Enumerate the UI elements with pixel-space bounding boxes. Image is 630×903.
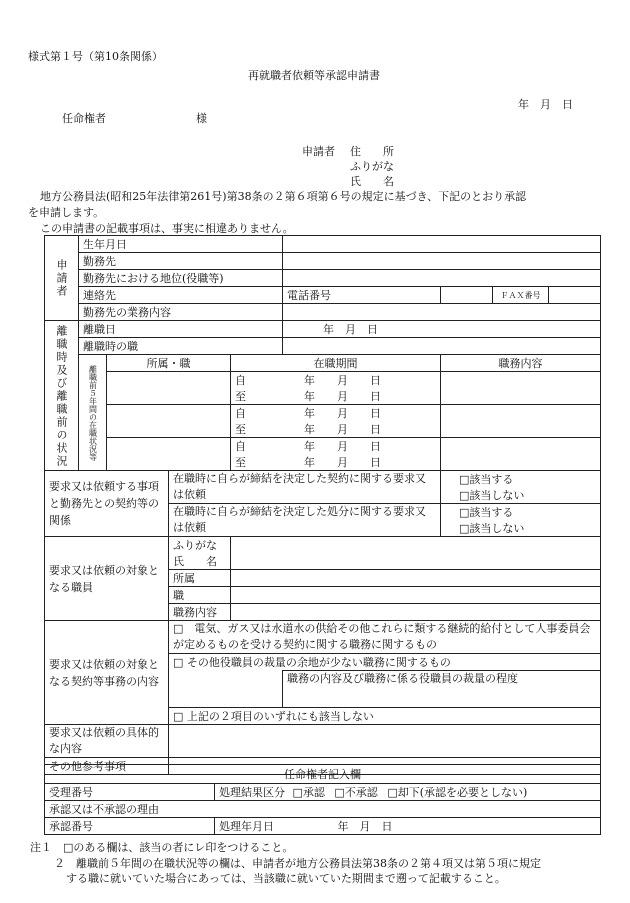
intro-line-2: を申請します。 <box>28 206 105 219</box>
position-label: 勤務先における地位(役職等) <box>79 270 283 287</box>
reason-label: 承認又は不承認の理由 <box>45 801 601 818</box>
document-title: 再就職者依頼等承認申請書 <box>248 69 380 82</box>
retire-position-label: 離職時の職 <box>79 338 283 355</box>
history-from-3[interactable] <box>231 438 441 455</box>
col-dept-header: 所属・職 <box>107 355 231 372</box>
history-to-1[interactable] <box>231 388 441 405</box>
applicant-label: 申請者 <box>302 145 335 158</box>
birthdate-field[interactable] <box>283 236 601 253</box>
ymd-text: 年 月 日 <box>304 439 381 453</box>
phone-label: 電話番号 <box>283 287 441 304</box>
history-dept-1[interactable] <box>107 372 231 405</box>
to-mark: 至 <box>235 389 246 403</box>
from-mark: 自 <box>235 406 246 420</box>
specific-content-field[interactable] <box>169 725 601 758</box>
affairs-option-low-discretion[interactable]: □ その他役職員の裁量の余地が少ない職務に関するもの <box>169 654 601 671</box>
contract-no-checkbox[interactable]: □該当しない <box>441 487 601 504</box>
retire-date-label: 離職日 <box>79 321 283 338</box>
addressee: 任命権者 <box>62 112 106 125</box>
from-mark: 自 <box>235 373 246 387</box>
sec-target-staff-label: 要求又は依頼の対象となる職員 <box>45 537 169 621</box>
target-name-label: 氏 名 <box>169 553 231 570</box>
col-period-header: 在職期間 <box>231 355 441 372</box>
disposal-yes-checkbox[interactable]: □該当する <box>441 504 601 521</box>
target-dept-label: 所属 <box>169 570 231 587</box>
sec-specific-content-label: 要求又は依頼の具体的な内容 <box>45 725 169 758</box>
note-2-line-1: ２ 離職前５年間の在職状況等の欄は、申請者が地方公務員法第38条の２第４項又は第５項に規定 <box>54 857 541 870</box>
to-mark: 至 <box>235 455 246 469</box>
history-duty-1[interactable] <box>441 372 601 405</box>
result-category <box>215 784 601 801</box>
contract-yes-checkbox[interactable]: □該当する <box>441 471 601 488</box>
ymd-text: 年 月 日 <box>304 406 381 420</box>
affairs-option-utility[interactable]: □ 電気、ガス又は水道水の供給その他これらに類する継続的給付として人事委員会が定めるものを受ける契約に関する職務に関するもの <box>169 621 601 654</box>
admin-table <box>44 764 601 835</box>
history-from-1[interactable] <box>231 372 441 389</box>
process-date-cell <box>215 818 601 835</box>
history-from-2[interactable] <box>231 405 441 422</box>
target-furigana-label: ふりがな <box>169 537 231 554</box>
affairs-indent-spacer <box>169 671 283 708</box>
approve-checkbox[interactable]: □承認 <box>292 785 325 799</box>
addressee-honorific: 様 <box>196 112 207 125</box>
process-date-label: 処理年月日 <box>219 819 274 833</box>
target-dept-field[interactable] <box>231 570 601 587</box>
note-1: 注１ □のある欄は、該当の者にレ印をつけること。 <box>30 841 294 854</box>
disposal-request-label: 在職時に自らが締結を決定した処分に関する要求又は依頼 <box>169 504 441 537</box>
result-label: 処理結果区分 <box>219 785 285 799</box>
business-label: 勤務先の業務内容 <box>79 304 283 321</box>
target-duty-field[interactable] <box>231 604 601 621</box>
sec-retirement-label: 離職時及び離職前の状況 <box>45 321 79 471</box>
retire-date-field[interactable]: 年 月 日 <box>283 321 601 338</box>
name-label: 氏 名 <box>350 175 394 188</box>
contract-request-label: 在職時に自らが締結を決定した契約に関する要求又は依頼 <box>169 471 441 504</box>
affairs-option-none[interactable]: □ 上記の２項目のいずれにも該当しない <box>169 708 601 725</box>
form-number: 様式第１号（第10条関係） <box>28 50 163 63</box>
retire-position-field[interactable] <box>283 338 601 355</box>
intro-line-1: 地方公務員法(昭和25年法律第261号)第38条の２第６項第６号の規定に基づき、下記のとおり承認 <box>40 190 527 203</box>
history-dept-2[interactable] <box>107 405 231 438</box>
sec-applicant-label: 申請者 <box>45 236 79 321</box>
intro-line-3: この申請書の記載事項は、事実に相違ありません。 <box>40 222 294 235</box>
contact-label: 連絡先 <box>79 287 283 304</box>
business-field[interactable] <box>283 304 601 321</box>
target-duty-label: 職務内容 <box>169 604 231 621</box>
to-mark: 至 <box>235 422 246 436</box>
position-field[interactable] <box>283 270 601 287</box>
fax-label: ＦＡＸ番号 <box>493 287 549 304</box>
receipt-number-label: 受理番号 <box>45 784 215 801</box>
birthdate-label: 生年月日 <box>79 236 283 253</box>
approval-number-label: 承認番号 <box>45 818 215 835</box>
dismiss-checkbox[interactable]: □却下(承認を必要としない) <box>387 785 528 799</box>
workplace-field[interactable] <box>283 253 601 270</box>
from-mark: 自 <box>235 439 246 453</box>
affairs-discretion-detail[interactable]: 職務の内容及び職務に係る役職員の裁量の程度 <box>283 671 601 708</box>
history-dept-3[interactable] <box>107 438 231 471</box>
history-duty-3[interactable] <box>441 438 601 471</box>
date-line: 年 月 日 <box>518 98 573 111</box>
history-to-3[interactable] <box>231 454 441 471</box>
ymd-text: 年 月 日 <box>304 455 381 469</box>
phone-field[interactable] <box>441 287 493 304</box>
sec-other-notes-label: その他参考事項 <box>45 758 169 775</box>
target-post-field[interactable] <box>231 587 601 604</box>
history-duty-2[interactable] <box>441 405 601 438</box>
sec-contract-relation-label: 要求又は依頼する事項と勤務先との契約等の関係 <box>45 471 169 537</box>
ymd-text: 年 月 日 <box>304 422 381 436</box>
process-date-field[interactable]: 年 月 日 <box>337 819 393 833</box>
sec-contract-affairs-label: 要求又は依頼の対象となる契約等事務の内容 <box>45 621 169 725</box>
five-year-history-label: 離職前５年間の在職状況等 <box>79 355 107 471</box>
fax-field[interactable] <box>549 287 601 304</box>
disposal-no-checkbox[interactable]: □該当しない <box>441 520 601 537</box>
note-2-line-2: する職に就いていた場合にあっては、当該職に就いていた期間まで遡って記載すること。 <box>66 872 506 885</box>
target-post-label: 職 <box>169 587 231 604</box>
history-to-2[interactable] <box>231 421 441 438</box>
main-form-table <box>44 235 601 775</box>
reject-checkbox[interactable]: □不承認 <box>334 785 378 799</box>
col-duty-header: 職務内容 <box>441 355 601 372</box>
ymd-text: 年 月 日 <box>304 373 381 387</box>
workplace-label: 勤務先 <box>79 253 283 270</box>
ymd-text: 年 月 日 <box>304 389 381 403</box>
target-furigana-field[interactable] <box>231 537 601 554</box>
admin-title: 任命権者記入欄 <box>45 765 601 784</box>
target-name-field[interactable] <box>231 553 601 570</box>
address-label: 住 所 <box>350 145 394 158</box>
furigana-label: ふりがな <box>350 160 394 173</box>
